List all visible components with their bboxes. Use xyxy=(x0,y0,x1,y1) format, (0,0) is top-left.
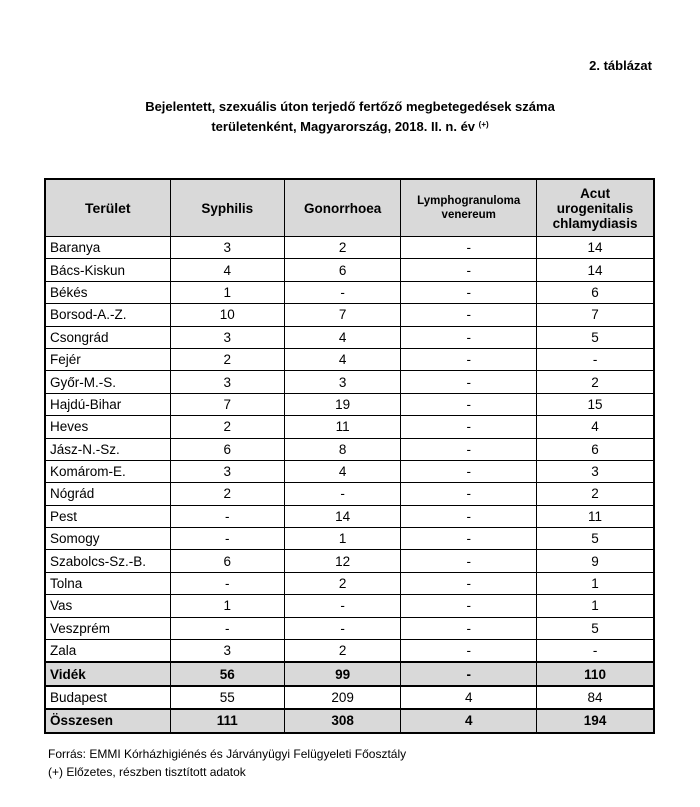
lymph-cell: - xyxy=(401,505,537,527)
acut-cell: 5 xyxy=(537,326,654,348)
gonorrhoea-cell: - xyxy=(285,281,401,303)
gonorrhoea-cell: - xyxy=(285,483,401,505)
header-lymph-line-1: Lymphogranuloma xyxy=(417,195,521,207)
acut-cell: - xyxy=(537,640,654,663)
area-cell: Jász-N.-Sz. xyxy=(45,438,170,460)
document-title xyxy=(0,97,700,139)
acut-cell: - xyxy=(537,348,654,370)
table-row xyxy=(45,640,654,663)
table-row xyxy=(45,371,654,393)
header-acut-line-2: urogenitalis xyxy=(556,200,634,216)
syphilis-cell: - xyxy=(170,617,284,639)
syphilis-cell: - xyxy=(170,505,284,527)
table-row xyxy=(45,483,654,505)
lymph-cell: - xyxy=(401,281,537,303)
lymph-cell: - xyxy=(401,326,537,348)
table-row xyxy=(45,304,654,326)
lymph-cell: - xyxy=(401,371,537,393)
area-cell: Bács-Kiskun xyxy=(45,259,170,281)
table-number: 2. táblázat xyxy=(589,58,652,73)
area-cell: Hajdú-Bihar xyxy=(45,393,170,415)
acut-cell: 14 xyxy=(537,237,654,259)
area-cell: Borsod-A.-Z. xyxy=(45,304,170,326)
syphilis-cell: 7 xyxy=(170,393,284,415)
area-cell: Nógrád xyxy=(45,483,170,505)
area-cell: Zala xyxy=(45,640,170,663)
gonorrhoea-cell: 14 xyxy=(285,505,401,527)
acut-cell: 84 xyxy=(537,686,654,709)
area-cell: Tolna xyxy=(45,572,170,594)
lymph-cell: - xyxy=(401,483,537,505)
table-row xyxy=(45,438,654,460)
acut-cell: 5 xyxy=(537,617,654,639)
gonorrhoea-cell: 99 xyxy=(285,662,401,685)
lymph-cell: - xyxy=(401,259,537,281)
table-body xyxy=(45,237,654,733)
acut-cell: 6 xyxy=(537,281,654,303)
gonorrhoea-cell: 11 xyxy=(285,416,401,438)
syphilis-cell: 6 xyxy=(170,550,284,572)
lymph-cell: - xyxy=(401,572,537,594)
header-row xyxy=(45,179,654,237)
gonorrhoea-cell: 19 xyxy=(285,393,401,415)
videk-summary-row xyxy=(45,662,654,685)
lymph-cell: - xyxy=(401,550,537,572)
area-cell: Szabolcs-Sz.-B. xyxy=(45,550,170,572)
syphilis-cell: - xyxy=(170,572,284,594)
gonorrhoea-cell: 3 xyxy=(285,371,401,393)
gonorrhoea-cell: - xyxy=(285,617,401,639)
header-acut-line-3: chlamydiasis xyxy=(552,215,638,231)
area-cell: Baranya xyxy=(45,237,170,259)
syphilis-cell: 56 xyxy=(170,662,284,685)
lymph-cell: - xyxy=(401,662,537,685)
table-row xyxy=(45,259,654,281)
syphilis-cell: 6 xyxy=(170,438,284,460)
lymph-cell: 4 xyxy=(401,709,537,732)
acut-cell: 11 xyxy=(537,505,654,527)
area-cell: Somogy xyxy=(45,528,170,550)
table-row xyxy=(45,550,654,572)
syphilis-cell: 1 xyxy=(170,595,284,617)
lymph-cell: - xyxy=(401,416,537,438)
header-acut-chlamydiasis xyxy=(537,179,654,237)
acut-cell: 14 xyxy=(537,259,654,281)
header-lymph-line-2: venereum xyxy=(441,209,496,221)
gonorrhoea-cell: 12 xyxy=(285,550,401,572)
area-cell: Győr-M.-S. xyxy=(45,371,170,393)
area-cell: Pest xyxy=(45,505,170,527)
acut-cell: 15 xyxy=(537,393,654,415)
acut-cell: 110 xyxy=(537,662,654,685)
budapest-row xyxy=(45,686,654,709)
table-row xyxy=(45,348,654,370)
area-cell: Budapest xyxy=(45,686,170,709)
gonorrhoea-cell: 6 xyxy=(285,259,401,281)
table-row xyxy=(45,528,654,550)
table-row xyxy=(45,595,654,617)
lymph-cell: 4 xyxy=(401,686,537,709)
area-cell: Veszprém xyxy=(45,617,170,639)
gonorrhoea-cell: 8 xyxy=(285,438,401,460)
syphilis-cell: 3 xyxy=(170,237,284,259)
table-row xyxy=(45,393,654,415)
gonorrhoea-cell: - xyxy=(285,595,401,617)
acut-cell: 194 xyxy=(537,709,654,732)
source-footnote: Forrás: EMMI Kórházhigiénés és Járványügyi Felügyeleti Főosztály xyxy=(48,747,407,761)
lymph-cell: - xyxy=(401,617,537,639)
header-acut-line-1: Acut xyxy=(580,185,611,201)
syphilis-cell: - xyxy=(170,528,284,550)
title-line-1: Bejelentett, szexuális úton terjedő fertőző megbetegedések száma xyxy=(145,99,555,114)
table-row xyxy=(45,505,654,527)
area-cell: Összesen xyxy=(45,709,170,732)
syphilis-cell: 3 xyxy=(170,371,284,393)
table-row xyxy=(45,460,654,482)
acut-cell: 1 xyxy=(537,595,654,617)
table-row xyxy=(45,326,654,348)
lymph-cell: - xyxy=(401,640,537,663)
header-area: Terület xyxy=(45,179,170,237)
disease-table xyxy=(44,178,655,734)
area-cell: Fejér xyxy=(45,348,170,370)
lymph-cell: - xyxy=(401,438,537,460)
area-cell: Csongrád xyxy=(45,326,170,348)
table-row xyxy=(45,572,654,594)
header-lymphogranuloma xyxy=(401,179,537,237)
lymph-cell: - xyxy=(401,595,537,617)
gonorrhoea-cell: 1 xyxy=(285,528,401,550)
gonorrhoea-cell: 209 xyxy=(285,686,401,709)
preliminary-footnote: (+) Előzetes, részben tisztított adatok xyxy=(48,765,246,779)
syphilis-cell: 111 xyxy=(170,709,284,732)
syphilis-cell: 10 xyxy=(170,304,284,326)
table-row xyxy=(45,237,654,259)
acut-cell: 9 xyxy=(537,550,654,572)
syphilis-cell: 3 xyxy=(170,460,284,482)
gonorrhoea-cell: 308 xyxy=(285,709,401,732)
syphilis-cell: 2 xyxy=(170,416,284,438)
table-row xyxy=(45,617,654,639)
title-footnote-mark: (+) xyxy=(478,120,489,129)
syphilis-cell: 3 xyxy=(170,326,284,348)
lymph-cell: - xyxy=(401,528,537,550)
gonorrhoea-cell: 2 xyxy=(285,572,401,594)
syphilis-cell: 3 xyxy=(170,640,284,663)
total-row xyxy=(45,709,654,732)
gonorrhoea-cell: 2 xyxy=(285,237,401,259)
gonorrhoea-cell: 4 xyxy=(285,348,401,370)
title-line-2-text: területenként, Magyarország, 2018. II. n. év xyxy=(211,119,476,134)
area-cell: Vidék xyxy=(45,662,170,685)
header-syphilis: Syphilis xyxy=(170,179,284,237)
gonorrhoea-cell: 2 xyxy=(285,640,401,663)
lymph-cell: - xyxy=(401,304,537,326)
gonorrhoea-cell: 4 xyxy=(285,326,401,348)
gonorrhoea-cell: 4 xyxy=(285,460,401,482)
acut-cell: 3 xyxy=(537,460,654,482)
gonorrhoea-cell: 7 xyxy=(285,304,401,326)
header-gonorrhoea: Gonorrhoea xyxy=(285,179,401,237)
lymph-cell: - xyxy=(401,237,537,259)
table-row xyxy=(45,416,654,438)
area-cell: Békés xyxy=(45,281,170,303)
lymph-cell: - xyxy=(401,393,537,415)
acut-cell: 5 xyxy=(537,528,654,550)
acut-cell: 6 xyxy=(537,438,654,460)
table-row xyxy=(45,281,654,303)
syphilis-cell: 1 xyxy=(170,281,284,303)
acut-cell: 2 xyxy=(537,483,654,505)
acut-cell: 2 xyxy=(537,371,654,393)
area-cell: Vas xyxy=(45,595,170,617)
acut-cell: 4 xyxy=(537,416,654,438)
area-cell: Komárom-E. xyxy=(45,460,170,482)
syphilis-cell: 4 xyxy=(170,259,284,281)
syphilis-cell: 2 xyxy=(170,483,284,505)
lymph-cell: - xyxy=(401,460,537,482)
area-cell: Heves xyxy=(45,416,170,438)
syphilis-cell: 55 xyxy=(170,686,284,709)
acut-cell: 7 xyxy=(537,304,654,326)
lymph-cell: - xyxy=(401,348,537,370)
title-line-2 xyxy=(0,117,700,139)
syphilis-cell: 2 xyxy=(170,348,284,370)
acut-cell: 1 xyxy=(537,572,654,594)
